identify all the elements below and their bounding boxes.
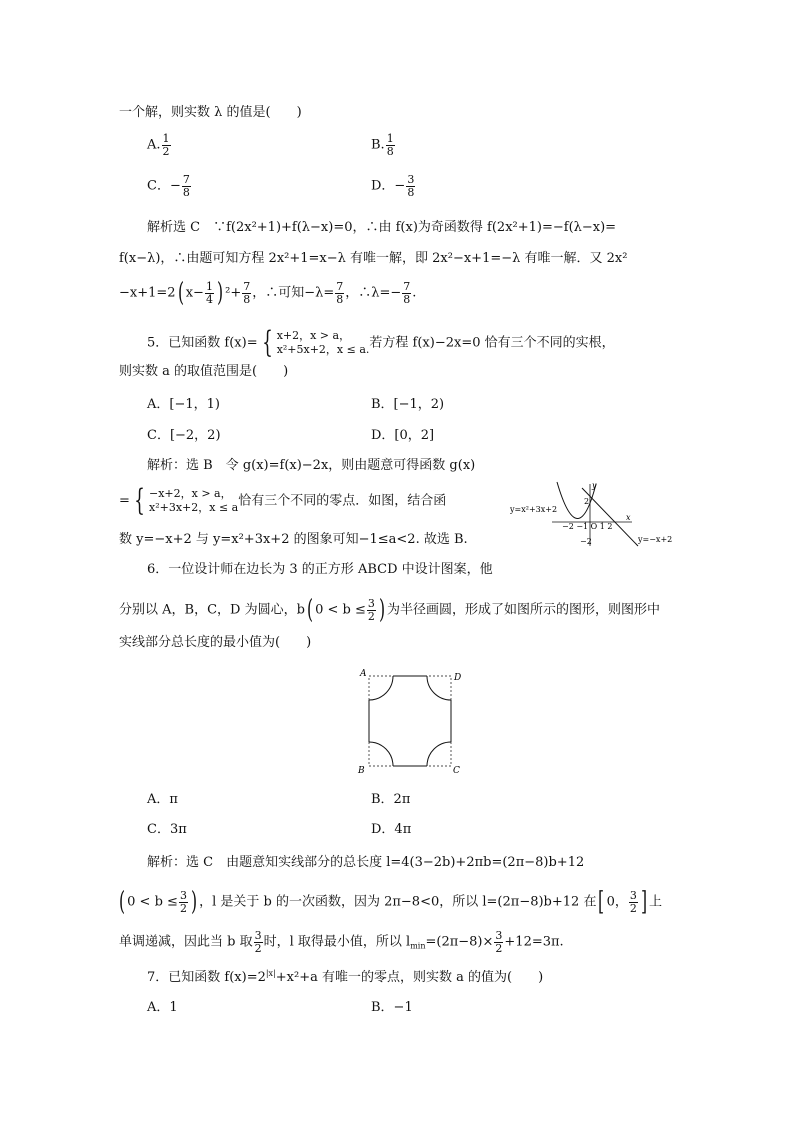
q6-figure bbox=[352, 668, 468, 776]
q4-option-b: B. $\frac{1}{8}$ bbox=[371, 132, 394, 158]
y-axis-label: y bbox=[592, 481, 597, 490]
sol5-line2: = { −x+2，x > a， x²+3x+2，x ≤ a 恰有三个不同的零点．如图，结合函 bbox=[119, 482, 447, 518]
y-tick-2: 2 bbox=[584, 497, 590, 506]
q5-stem: 5．已知函数 f(x)= { x+2，x > a， x²+5x+2，x ≤ a. 若方程 f(x)−2x=0 恰有三个不同的实根， bbox=[147, 324, 615, 360]
q5-option-b: B．[−1，2) bbox=[371, 397, 445, 412]
label-b: B bbox=[358, 766, 365, 776]
label-a: A bbox=[360, 669, 367, 679]
arc-d bbox=[427, 676, 451, 700]
x-ticks: −2 −1 O 1 2 bbox=[562, 522, 613, 531]
q7-option-a: A．1 bbox=[147, 1000, 178, 1015]
q6-line3: 实线部分总长度的最小值为( ) bbox=[119, 635, 312, 650]
label-c: C bbox=[453, 766, 460, 776]
sol6-line3: 单调递减，因此当 b 取 $\frac{3}{2}$ 时，l 取得最小值，所以 $l_{min}=(2\pi-8)\times$ $\frac{3}{2}$ +12=3π. bbox=[119, 929, 564, 955]
x-axis-label: x bbox=[626, 513, 631, 522]
sol6-line1: 解析：选 C 由题意知实线部分的总长度 l=4(3−2b)+2πb=(2π−8)b+12 bbox=[147, 855, 585, 870]
q6-option-b: B．2π bbox=[371, 792, 411, 807]
q7-stem: 7．已知函数 $f(x)=2^{|x|}+x^2+a$ 有唯一的零点，则实数 a 的值为( ) bbox=[147, 969, 544, 985]
y-tick-neg2: −2 bbox=[580, 537, 592, 546]
sol5-line1: 解析：选 B 令 g(x)=f(x)−2x，则由题意可得函数 g(x) bbox=[147, 458, 476, 473]
parabola-label: y=x²+3x+2 bbox=[510, 505, 558, 514]
q6-line2: 分别以 A，B，C，D 为圆心，b( 0 < b ≤ $\frac{3}{2}$ ) 为半径画圆，形成了如图所示的图形，则图形中 bbox=[119, 595, 661, 625]
sol5-line3: 数 y=−x+2 与 y=x²+3x+2 的图象可知−1≤a<2. 故选 B. bbox=[119, 532, 468, 547]
sol4-line1: 解析选 C ∵f(2x²+1)+f(λ−x)=0，∴由 f(x)为奇函数得 f(2x²+1)=−f(λ−x)= bbox=[147, 220, 617, 235]
q5-option-c: C．[−2，2) bbox=[147, 428, 221, 443]
label-d: D bbox=[454, 673, 462, 683]
arc-b bbox=[369, 742, 393, 766]
q5-option-d: D．[0，2] bbox=[371, 428, 435, 443]
q4-option-c: C．− $\frac{7}{8}$ bbox=[147, 173, 190, 199]
q4-option-a: A. $\frac{1}{2}$ bbox=[147, 132, 170, 158]
q4-stem-tail: 一个解，则实数 λ 的值是( ) bbox=[119, 105, 302, 120]
q5-graph bbox=[508, 478, 678, 550]
q6-option-a: A．π bbox=[147, 792, 178, 807]
q6-option-d: D．4π bbox=[371, 822, 412, 837]
arc-a bbox=[369, 676, 393, 700]
sol4-line2: f(x−λ)，∴由题可知方程 2x²+1=x−λ 有唯一解，即 2x²−x+1=−λ 有唯一解．又 2x² bbox=[119, 251, 628, 266]
q6-option-c: C．3π bbox=[147, 822, 187, 837]
square-dashed bbox=[369, 676, 451, 766]
sol4-line3: −x+1=2( x− $\frac{1}{4}$ ) ²+ $\frac{7}{8}$ ，∴可知−λ= $\frac{7}{8}$ ，∴λ=− $\frac{7}{8}$ . bbox=[119, 278, 417, 308]
q6-line1: 6．一位设计师在边长为 3 的正方形 ABCD 中设计图案，他 bbox=[147, 562, 493, 577]
q7-option-b: B．−1 bbox=[371, 1000, 413, 1015]
q5-stem-line2: 则实数 a 的取值范围是( ) bbox=[119, 364, 289, 379]
q4-option-d: D．− $\frac{3}{8}$ bbox=[371, 173, 415, 199]
sol6-line2: ( 0 < b ≤ $\frac{3}{2}$ ) ，l 是关于 b 的一次函数，因为 2π−8<0，所以 l=(2π−8)b+12 在[ 0， $\frac{3}{2}$ ] 上 bbox=[119, 887, 663, 917]
arc-c bbox=[427, 742, 451, 766]
q5-option-a: A．[−1，1) bbox=[147, 397, 220, 412]
line-label: y=−x+2 bbox=[638, 535, 673, 544]
